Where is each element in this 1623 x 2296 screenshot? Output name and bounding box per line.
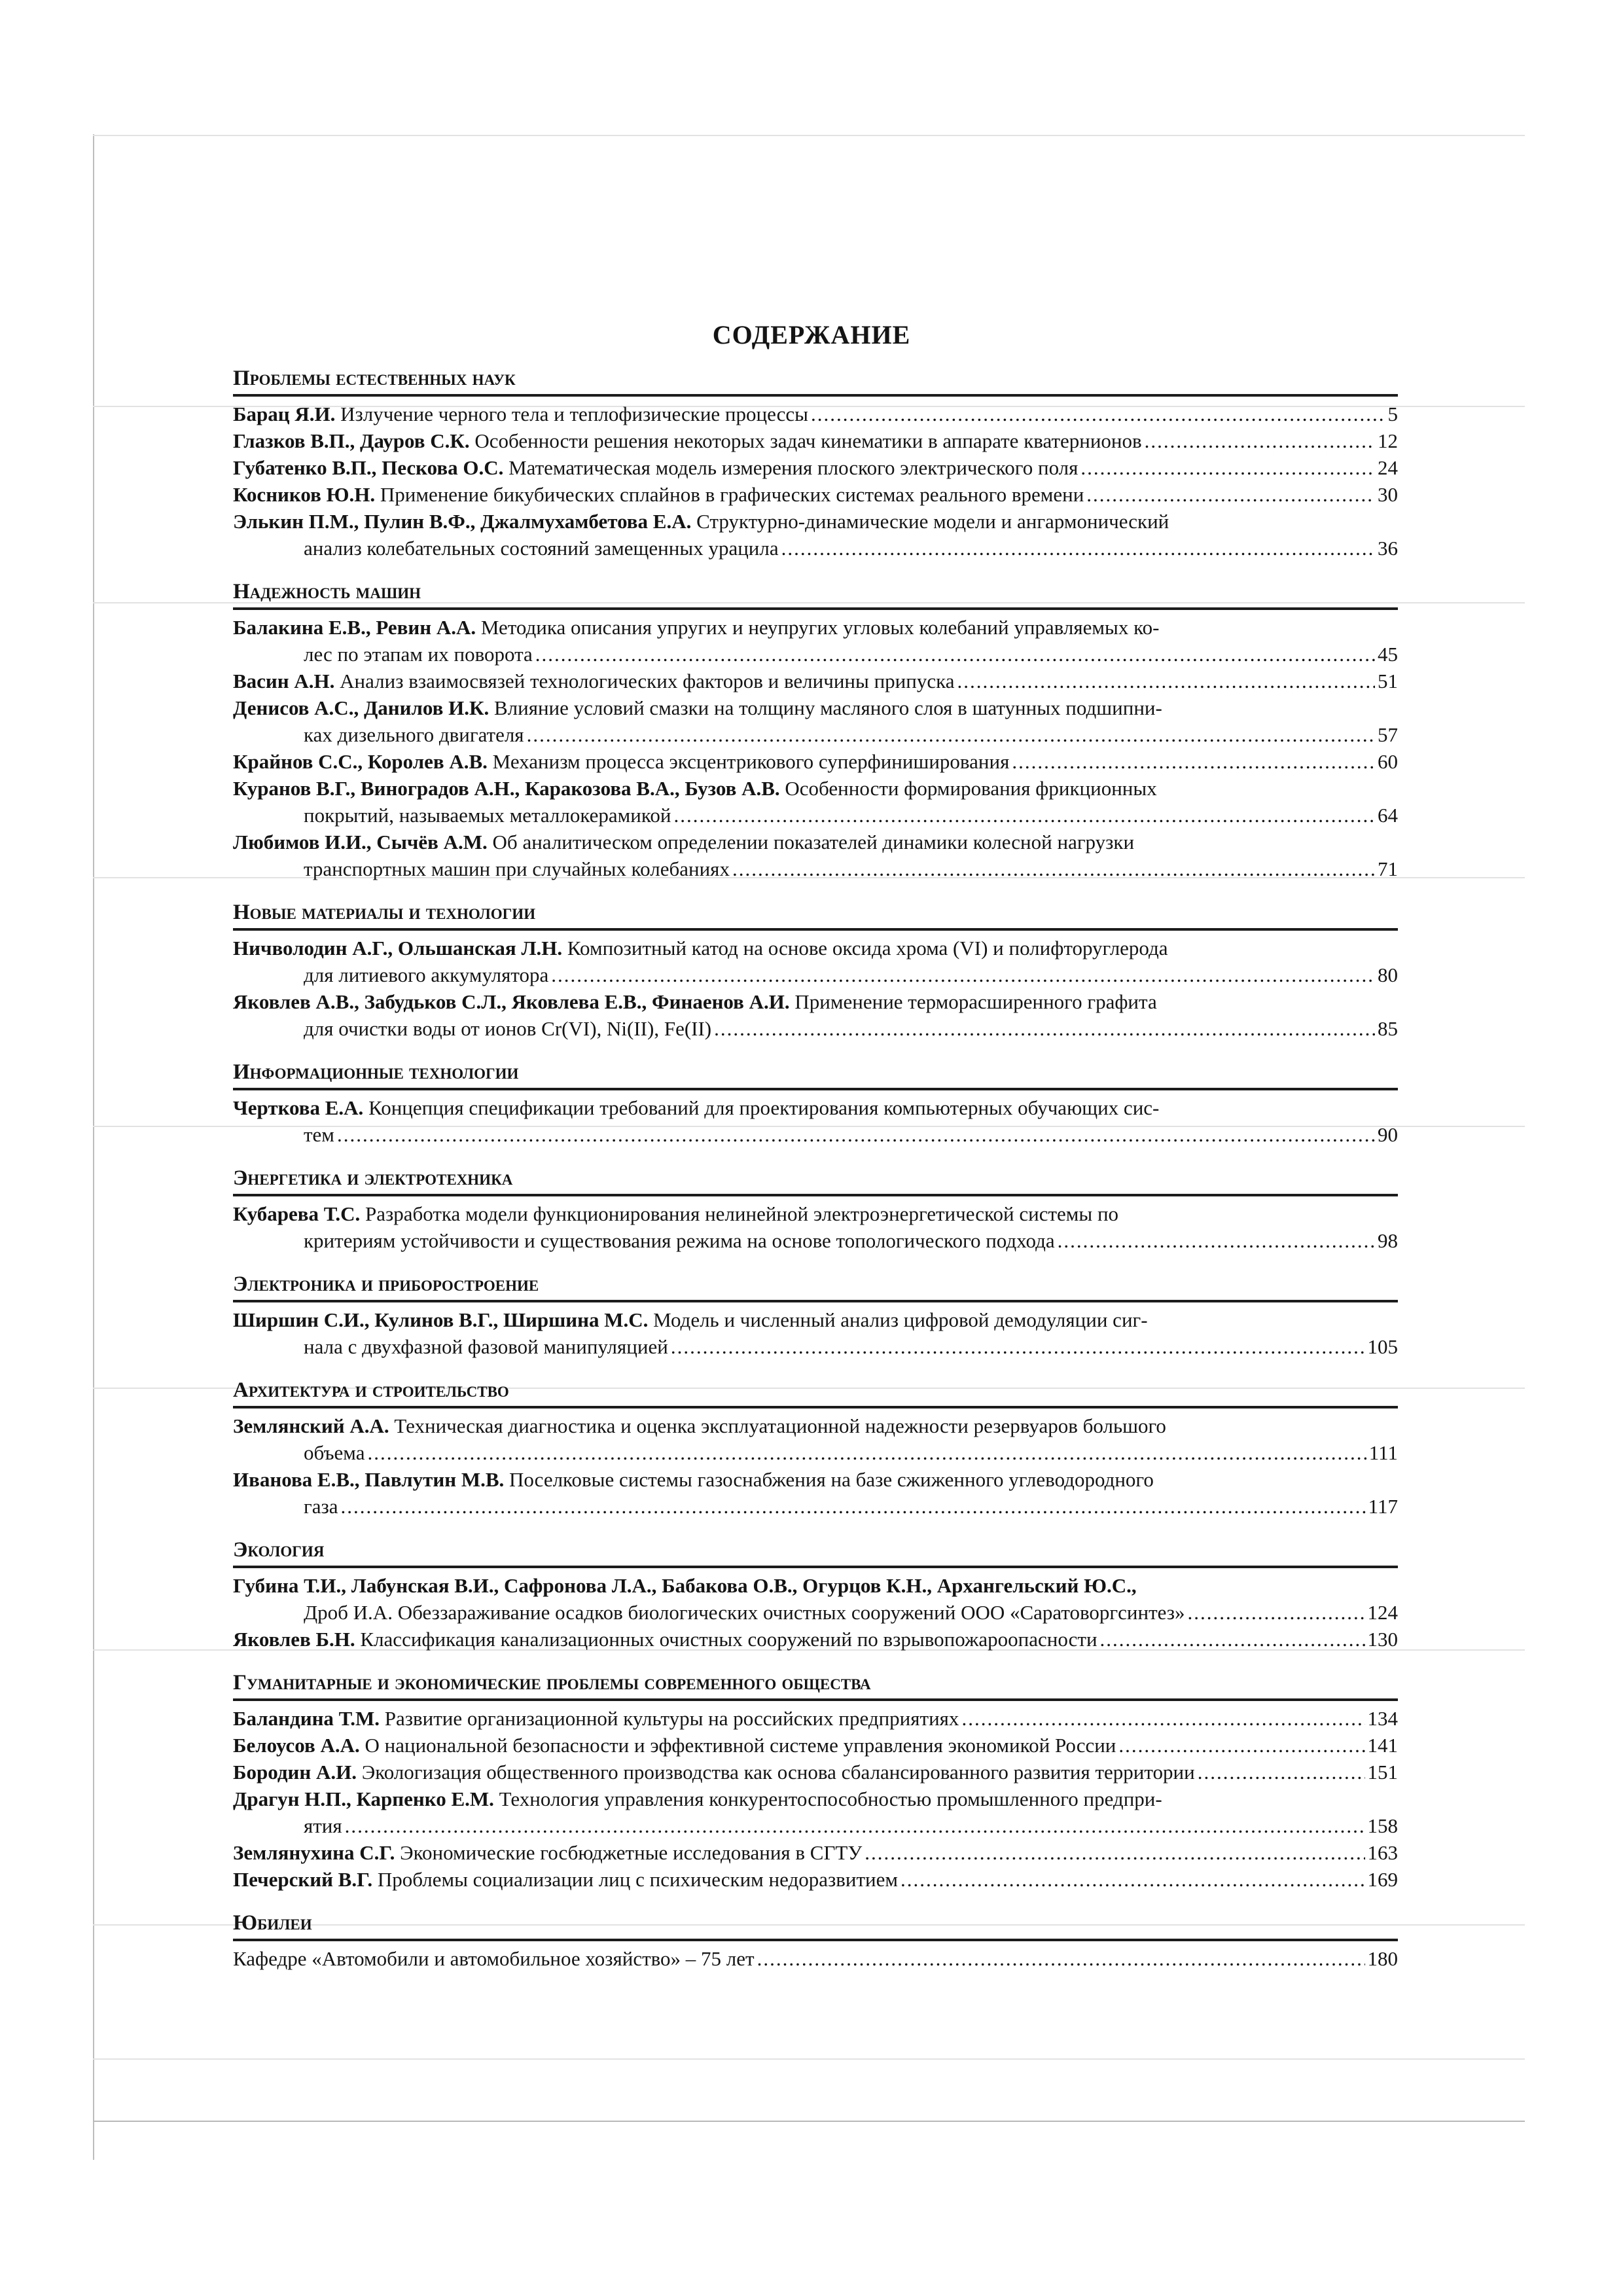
toc-entry [233, 1759, 1398, 1785]
table-of-contents [233, 364, 1398, 1972]
toc-entry [233, 1839, 1398, 1866]
dot-leader [1118, 1732, 1364, 1759]
entry-authors: Белоусов А.А. [233, 1734, 360, 1757]
entry-authors: Черткова Е.А. [233, 1096, 364, 1119]
entry-first-line [233, 1306, 1398, 1333]
entry-page-number: 105 [1367, 1335, 1398, 1358]
entry-title-start: Применение терморасширенного графита [794, 990, 1157, 1013]
entry-last-line [233, 1333, 1398, 1360]
entry-title-end [233, 1705, 959, 1732]
entry-title-end [304, 1493, 338, 1520]
dot-leader [961, 1705, 1364, 1732]
entry-page-number: 71 [1378, 857, 1398, 880]
entry-first-line [233, 1200, 1398, 1227]
entry-page-number: 180 [1367, 1947, 1398, 1970]
entry-first-line [233, 694, 1398, 721]
entry-title-end [304, 855, 730, 882]
entry-title: для литиевого аккумулятора [304, 963, 549, 986]
entry-page-number: 60 [1378, 750, 1398, 773]
dot-leader [757, 1945, 1365, 1972]
entry-first-line [233, 1572, 1398, 1599]
entry-title: Излучение черного тела и теплофизические процессы [340, 403, 808, 425]
dot-leader [1086, 481, 1375, 508]
entry-authors: Денисов А.С., Данилов И.К. [233, 696, 490, 719]
toc-entry [233, 1732, 1398, 1759]
entry-first-line [233, 775, 1398, 802]
scan-line [93, 2121, 1525, 2122]
dot-leader [345, 1812, 1365, 1839]
entry-last-line [233, 1015, 1398, 1042]
entry-page-number: 5 [1387, 403, 1398, 425]
dot-leader [367, 1439, 1366, 1466]
entry-title: ятия [304, 1814, 342, 1837]
entry-first-line [233, 508, 1398, 535]
toc-entry [233, 1094, 1398, 1148]
section-heading: Экология [233, 1535, 1398, 1568]
entry-authors: Васин А.Н. [233, 670, 335, 692]
section-heading: Энергетика и электротехника [233, 1164, 1398, 1196]
entry-title-end [233, 481, 1084, 508]
dot-leader [1100, 1626, 1365, 1653]
dot-leader [1012, 748, 1375, 775]
entry-title: тем [304, 1123, 334, 1146]
entry-title-end [233, 1866, 898, 1893]
entry-authors: Косников Ю.Н. [233, 483, 376, 506]
entry-title: Анализ взаимосвязей технологических факторов и величины припуска [340, 670, 955, 692]
entry-page-number: 158 [1367, 1814, 1398, 1837]
entry-title-start: Техническая диагностика и оценка эксплуатационной надежности резервуаров большого [394, 1414, 1166, 1437]
section-heading: Юбилеи [233, 1909, 1398, 1941]
entry-title-start: Концепция спецификации требований для проектирования компьютерных обучающих сис- [368, 1096, 1160, 1119]
entry-title-end [233, 748, 1009, 775]
entry-title-end [233, 1626, 1097, 1653]
toc-entry [233, 748, 1398, 775]
entry-last-line [233, 535, 1398, 562]
section-heading: Архитектура и строительство [233, 1376, 1398, 1408]
entry-title: Математическая модель измерения плоского электрического поля [508, 456, 1079, 479]
entry-title-end [304, 535, 779, 562]
entry-last-line [233, 721, 1398, 748]
entry-last-line [233, 855, 1398, 882]
entry-first-line [233, 1094, 1398, 1121]
entry-page-number: 30 [1378, 483, 1398, 506]
entry-authors: Яковлев А.В., Забудьков С.Л., Яковлева Е.В., Финаенов А.И. [233, 990, 790, 1013]
dot-leader [901, 1866, 1364, 1893]
entry-first-line [233, 829, 1398, 855]
entry-title: газа [304, 1495, 338, 1518]
entry-page-number: 64 [1378, 804, 1398, 827]
entry-authors: Бородин А.И. [233, 1761, 357, 1784]
toc-entry [233, 427, 1398, 454]
entry-last-line [233, 1866, 1398, 1893]
entry-authors: Любимов И.И., Сычёв А.М. [233, 831, 488, 853]
entry-authors: Губатенко В.П., Пескова О.С. [233, 456, 504, 479]
toc-entry [233, 1705, 1398, 1732]
dot-leader [957, 668, 1375, 694]
toc-section [233, 1668, 1398, 1893]
entry-title-start: Структурно-динамические модели и ангармонический [696, 510, 1169, 533]
dot-leader [535, 641, 1375, 668]
entry-page-number: 80 [1378, 963, 1398, 986]
entry-title-end [233, 427, 1142, 454]
entry-first-line [233, 614, 1398, 641]
entry-authors: Баландина Т.М. [233, 1707, 380, 1730]
entry-page-number: 130 [1367, 1628, 1398, 1651]
section-heading: Гуманитарные и экономические проблемы современного общества [233, 1668, 1398, 1701]
entry-last-line [233, 427, 1398, 454]
entry-title-start: Поселковые системы газоснабжения на базе сжиженного углеводородного [509, 1468, 1154, 1491]
entry-last-line [233, 1812, 1398, 1839]
entry-title-end [233, 668, 954, 694]
dot-leader [811, 401, 1385, 427]
entry-title: Экологизация общественного производства как основа сбалансированного развития территории [361, 1761, 1195, 1784]
entry-title-start: Композитный катод на основе оксида хрома (VI) и полифторуглерода [567, 937, 1168, 960]
dot-leader [671, 1333, 1365, 1360]
toc-entry [233, 1572, 1398, 1626]
entry-last-line [233, 1705, 1398, 1732]
scan-line [93, 135, 1525, 136]
toc-entry [233, 1412, 1398, 1466]
entry-page-number: 169 [1367, 1868, 1398, 1891]
entry-title: Механизм процесса эксцентрикового суперфиниширования [492, 750, 1010, 773]
dot-leader [337, 1121, 1375, 1148]
entry-page-number: 98 [1378, 1229, 1398, 1252]
entry-title: покрытий, называемых металлокерамикой [304, 804, 671, 827]
entry-first-line [233, 988, 1398, 1015]
entry-page-number: 134 [1367, 1707, 1398, 1730]
entry-authors: Ширшин С.И., Кулинов В.Г., Ширшина М.С. [233, 1308, 649, 1331]
entry-title-end [304, 1121, 334, 1148]
toc-entry [233, 694, 1398, 748]
toc-entry [233, 1626, 1398, 1653]
entry-last-line [233, 961, 1398, 988]
toc-entry [233, 1945, 1398, 1972]
entry-page-number: 151 [1367, 1761, 1398, 1784]
section-heading: Новые материалы и технологии [233, 898, 1398, 931]
entry-title: Развитие организационной культуры на российских предприятиях [384, 1707, 959, 1730]
toc-section [233, 577, 1398, 882]
dot-leader [1145, 427, 1375, 454]
entry-page-number: 45 [1378, 643, 1398, 666]
entry-page-number: 117 [1368, 1495, 1398, 1518]
toc-entry [233, 1200, 1398, 1254]
entry-authors: Губина Т.И., Лабунская В.И., Сафронова Л.А., Бабакова О.В., Огурцов К.Н., Архангельский Ю.С., [233, 1574, 1137, 1597]
entry-authors: Яковлев Б.Н. [233, 1628, 355, 1651]
toc-entry [233, 668, 1398, 694]
toc-entry [233, 1866, 1398, 1893]
entry-page-number: 90 [1378, 1123, 1398, 1146]
toc-section [233, 364, 1398, 562]
entry-title: критериям устойчивости и существования режима на основе топологического подхода [304, 1229, 1055, 1252]
entry-title-start: Модель и численный анализ цифровой демодуляции сиг- [653, 1308, 1148, 1331]
entry-title-start: Разработка модели функционирования нелинейной электроэнергетической системы по [365, 1202, 1119, 1225]
entry-title-end [233, 401, 808, 427]
entry-title-end [304, 1599, 1185, 1626]
entry-authors: Элькин П.М., Пулин В.Ф., Джалмухамбетова Е.А. [233, 510, 692, 533]
entry-first-line [233, 1466, 1398, 1493]
entry-last-line [233, 1759, 1398, 1785]
entry-title: нала с двухфазной фазовой манипуляцией [304, 1335, 668, 1358]
toc-entry [233, 829, 1398, 882]
entry-title-end [233, 1839, 862, 1866]
entry-last-line [233, 748, 1398, 775]
entry-last-line [233, 802, 1398, 829]
entry-title-start: Об аналитическом определении показателей динамики колесной нагрузки [492, 831, 1135, 853]
dot-leader [1198, 1759, 1365, 1785]
entry-last-line [233, 1945, 1398, 1972]
entry-page-number: 85 [1378, 1017, 1398, 1040]
entry-last-line [233, 454, 1398, 481]
entry-authors: Землянский А.А. [233, 1414, 389, 1437]
entry-title: Экономические госбюджетные исследования в СГТУ [400, 1841, 863, 1864]
entry-first-line [233, 1412, 1398, 1439]
dot-leader [1188, 1599, 1365, 1626]
entry-authors: Землянухина С.Г. [233, 1841, 395, 1864]
entry-title: объема [304, 1441, 365, 1464]
entry-authors: Крайнов С.С., Королев А.В. [233, 750, 488, 773]
entry-page-number: 36 [1378, 537, 1398, 560]
entry-title: лес по этапам их поворота [304, 643, 533, 666]
entry-authors: Глазков В.П., Дауров С.К. [233, 429, 470, 452]
toc-entry [233, 454, 1398, 481]
dot-leader [340, 1493, 1365, 1520]
entry-page-number: 24 [1378, 456, 1398, 479]
toc-entry [233, 508, 1398, 562]
toc-entry [233, 988, 1398, 1042]
entry-authors: Куранов В.Г., Виноградов А.Н., Каракозова В.А., Бузов А.В. [233, 777, 780, 800]
entry-authors: Иванова Е.В., Павлутин М.В. [233, 1468, 505, 1491]
toc-section [233, 1535, 1398, 1653]
dot-leader [673, 802, 1375, 829]
entry-title-end [304, 1015, 711, 1042]
entry-authors: Барац Я.И. [233, 403, 336, 425]
dot-leader [1080, 454, 1375, 481]
toc-section [233, 1909, 1398, 1972]
toc-section [233, 1058, 1398, 1148]
dot-leader [732, 855, 1375, 882]
entry-last-line [233, 1839, 1398, 1866]
entry-title-end [233, 1759, 1195, 1785]
dot-leader [1058, 1227, 1375, 1254]
entry-last-line [233, 1599, 1398, 1626]
toc-section [233, 898, 1398, 1042]
entry-title: Классификация канализационных очистных сооружений по взрывопожароопасности [360, 1628, 1097, 1651]
section-heading: Проблемы естественных наук [233, 364, 1398, 397]
entry-first-line [233, 935, 1398, 961]
entry-title: О национальной безопасности и эффективной системе управления экономикой России [365, 1734, 1116, 1757]
entry-title-start: Технология управления конкурентоспособностью промышленного предпри- [499, 1787, 1162, 1810]
entry-title: ках дизельного двигателя [304, 723, 524, 746]
entry-page-number: 163 [1367, 1841, 1398, 1864]
entry-title: Проблемы социализации лиц с психическим недоразвитием [377, 1868, 899, 1891]
entry-authors: Печерский В.Г. [233, 1868, 373, 1891]
dot-leader [527, 721, 1375, 748]
entry-title-end [233, 1732, 1116, 1759]
entry-page-number: 57 [1378, 723, 1398, 746]
entry-last-line [233, 1439, 1398, 1466]
toc-entry [233, 481, 1398, 508]
entry-last-line [233, 1121, 1398, 1148]
dot-leader [714, 1015, 1375, 1042]
entry-title: Дроб И.А. Обеззараживание осадков биологических очистных сооружений ООО «Саратоворгсинтез» [304, 1601, 1185, 1624]
toc-entry [233, 775, 1398, 829]
toc-entry [233, 614, 1398, 668]
toc-entry [233, 935, 1398, 988]
toc-entry [233, 401, 1398, 427]
entry-authors: Балакина Е.В., Ревин А.А. [233, 616, 476, 639]
entry-last-line [233, 1493, 1398, 1520]
entry-title: Особенности решения некоторых задач кинематики в аппарате кватернионов [474, 429, 1142, 452]
entry-title-end [304, 721, 524, 748]
entry-first-line [233, 1785, 1398, 1812]
entry-page-number: 124 [1367, 1601, 1398, 1624]
dot-leader [865, 1839, 1364, 1866]
entry-last-line [233, 481, 1398, 508]
entry-title-start: Особенности формирования фрикционных [785, 777, 1157, 800]
entry-last-line [233, 668, 1398, 694]
entry-title: Кафедре «Автомобили и автомобильное хозяйство» – 75 лет [233, 1947, 755, 1970]
entry-title-end [304, 1812, 342, 1839]
entry-title-end [304, 1439, 365, 1466]
entry-title: для очистки воды от ионов Cr(VI), Ni(II), Fe(II) [304, 1017, 712, 1040]
toc-section [233, 1376, 1398, 1520]
entry-title-end [233, 454, 1078, 481]
scan-line [93, 2058, 1525, 2060]
entry-title-end [304, 961, 548, 988]
entry-last-line [233, 1227, 1398, 1254]
toc-entry [233, 1466, 1398, 1520]
entry-authors: Драгун Н.П., Карпенко Е.М. [233, 1787, 494, 1810]
entry-page-number: 141 [1367, 1734, 1398, 1757]
entry-authors: Кубарева Т.С. [233, 1202, 361, 1225]
toc-entry [233, 1785, 1398, 1839]
entry-page-number: 111 [1368, 1441, 1398, 1464]
entry-last-line [233, 401, 1398, 427]
section-heading: Надежность машин [233, 577, 1398, 610]
entry-title-end [304, 1333, 668, 1360]
toc-section [233, 1270, 1398, 1360]
page-title: СОДЕРЖАНИЕ [712, 320, 911, 350]
entry-title: анализ колебательных состояний замещенных урацила [304, 537, 779, 560]
scan-frame-left [93, 134, 94, 2160]
section-heading: Электроника и приборостроение [233, 1270, 1398, 1302]
entry-title-end [304, 1227, 1055, 1254]
entry-title-end [304, 641, 533, 668]
section-heading: Информационные технологии [233, 1058, 1398, 1090]
entry-title: Применение бикубических сплайнов в графических системах реального времени [380, 483, 1084, 506]
entry-authors: Ничволодин А.Г., Ольшанская Л.Н. [233, 937, 563, 960]
entry-title-start: Методика описания упругих и неупругих угловых колебаний управляемых ко- [480, 616, 1160, 639]
entry-title-end [233, 1945, 755, 1972]
entry-title: транспортных машин при случайных колебаниях [304, 857, 730, 880]
entry-last-line [233, 641, 1398, 668]
toc-entry [233, 1306, 1398, 1360]
dot-leader [551, 961, 1375, 988]
entry-last-line [233, 1626, 1398, 1653]
entry-title-start: Влияние условий смазки на толщину масляного слоя в шатунных подшипни- [493, 696, 1162, 719]
entry-page-number: 51 [1378, 670, 1398, 692]
entry-page-number: 12 [1378, 429, 1398, 452]
toc-section [233, 1164, 1398, 1254]
entry-title-end [304, 802, 671, 829]
entry-last-line [233, 1732, 1398, 1759]
dot-leader [781, 535, 1375, 562]
